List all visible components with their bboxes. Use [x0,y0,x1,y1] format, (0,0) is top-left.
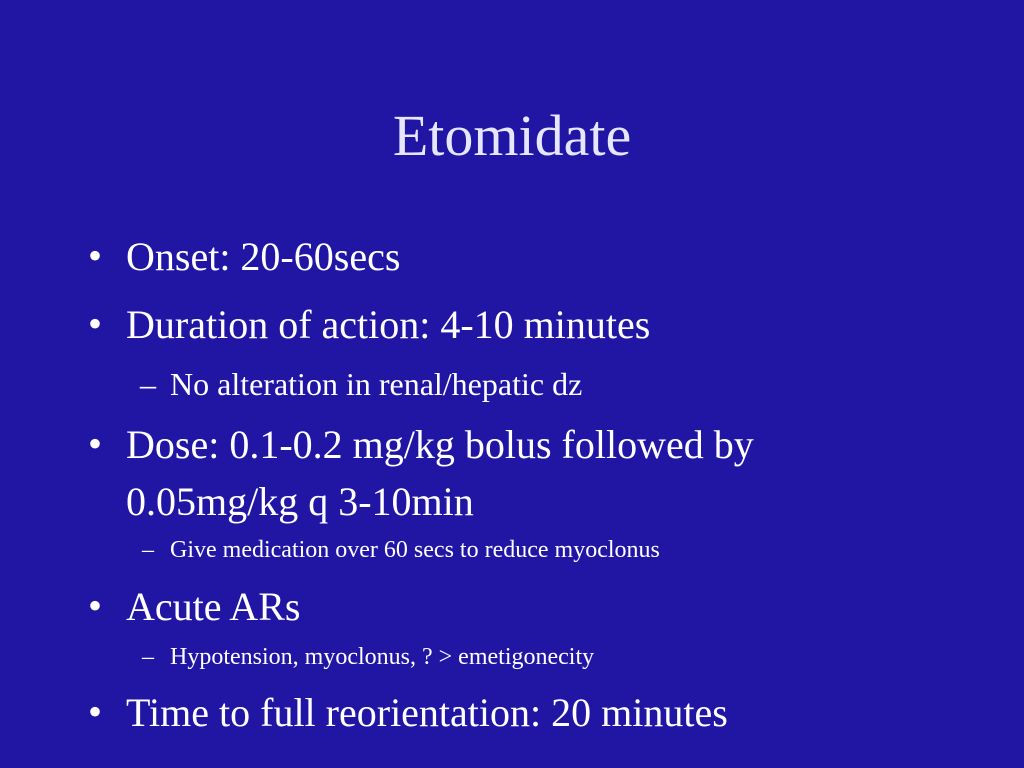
bullet-icon: • [88,689,103,734]
sub-bullet-text: No alteration in renal/hepatic dz [170,366,583,402]
slide-title: Etomidate [392,103,632,168]
dash-icon: – [142,644,154,670]
bullet-icon: • [88,583,103,628]
bullet-text-dose-line2: 0.05mg/kg q 3-10min [126,479,474,524]
dash-icon: – [142,537,154,563]
bullet-text-duration: Duration of action: 4-10 minutes [126,302,651,347]
bullet-icon: • [88,421,103,466]
sub-bullet-text: Hypotension, myoclonus, ? > emetigonecity [170,644,595,670]
bullet-icon: • [88,301,103,346]
bullet-text-acute: Acute ARs [126,584,301,629]
bullet-text-reorientation: Time to full reorientation: 20 minutes [126,690,728,735]
bullet-text-onset: Onset: 20-60secs [126,234,401,279]
sub-bullet-text: Give medication over 60 secs to reduce myoclonus [170,537,660,563]
dash-icon: – [140,366,156,402]
bullet-icon: • [88,233,103,278]
bullet-text-dose-line1: Dose: 0.1-0.2 mg/kg bolus followed by [126,422,754,467]
